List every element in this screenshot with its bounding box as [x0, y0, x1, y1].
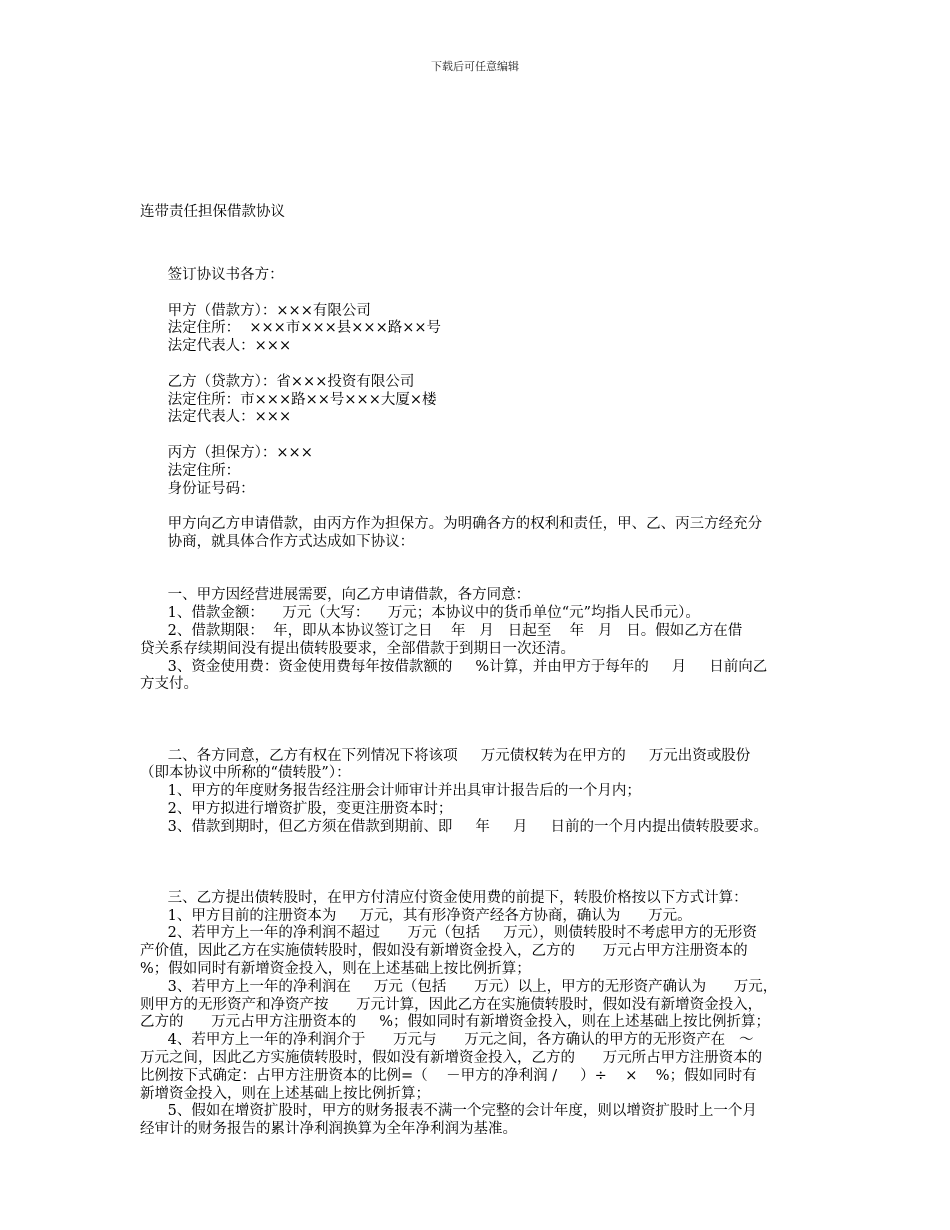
blank-line	[140, 570, 820, 588]
blank-line	[140, 552, 820, 570]
body-line: 法定代表人：×××	[140, 409, 292, 426]
blank-line	[140, 730, 820, 748]
body-line: 乙方（贷款方）：省×××投资有限公司	[140, 373, 415, 390]
body-line: 甲方向乙方申请借款，由丙方作为担保方。为明确各方的权利和责任，甲、乙、丙三方经充分	[140, 516, 763, 533]
body-line: 法定住所： ×××市×××县×××路××号	[140, 320, 442, 337]
body-line: 三、乙方提出债转股时，在甲方付清应付资金使用费的前提下，转股价格按以下方式计算：	[140, 889, 748, 906]
body-line: 法定住所：市×××路××号×××大厦×楼	[140, 391, 437, 408]
body-line: 签订协议书各方：	[140, 267, 284, 283]
blank-line	[140, 285, 820, 303]
body-line: 1、甲方的年度财务报告经注册会计师审计并出具审计报告后的一个月内；	[140, 783, 641, 800]
blank-line	[140, 694, 820, 712]
body-line: 一、甲方因经营进展需要，向乙方申请借款，各方同意：	[140, 587, 531, 604]
body-line: 2、若甲方上一年的净利润不超过 万元（包括 万元），则债转股时不考虑甲方的无形资	[140, 925, 757, 942]
blank-line	[140, 872, 820, 890]
body-line: 协商，就具体合作方式达成如下协议：	[140, 533, 415, 550]
body-line: 比例按下式确定：占甲方注册资本的比例=（ －甲方的净利润 / ）÷ × %；假如同时有	[140, 1067, 757, 1084]
body-line: %；假如同时有新增资金投入，则在上述基础上按比例折算；	[140, 961, 531, 978]
blank-line	[140, 498, 820, 516]
body-line: 新增资金投入，则在上述基础上按比例折算；	[140, 1085, 430, 1102]
body-line: 产价值，因此乙方在实施债转股时，假如没有新增资金投入，乙方的 万元占甲方注册资本的	[140, 943, 748, 960]
body-line: 二、各方同意，乙方有权在下列情况下将该项 万元债权转为在甲方的 万元出资或股份	[140, 747, 751, 764]
blank-line	[140, 712, 820, 730]
body-line: 身份证号码：	[140, 480, 255, 497]
blank-line	[140, 427, 820, 445]
body-line: 2、甲方拟进行增资扩股，变更注册资本时；	[140, 800, 453, 817]
body-line: 丙方（担保方）：×××	[140, 444, 313, 461]
body-line: 甲方（借款方）：×××有限公司	[140, 302, 371, 319]
body-line: 万元之间，因此乙方实施债转股时，假如没有新增资金投入，乙方的 万元所占甲方注册资本的	[140, 1050, 763, 1067]
body-line: 3、借款到期时，但乙方须在借款到期前、即 年 月 日前的一个月内提出债转股要求。	[140, 818, 769, 835]
body-line: 3、资金使用费：资金使用费每年按借款额的 %计算，并由甲方于每年的 月 日前向乙	[140, 658, 768, 675]
body-line: （即本协议中所称的“债转股”）：	[140, 765, 351, 782]
body-line: 2、借款期限： 年，即从本协议签订之日 年 月 日起至 年 月 日。假如乙方在借	[140, 622, 743, 639]
header-note: 下载后可任意编辑	[431, 60, 519, 73]
blank-line	[140, 356, 820, 374]
document-title: 连带责任担保借款协议	[140, 204, 285, 220]
body-line: 4、若甲方上一年的净利润介于 万元与 万元之间，各方确认的甲方的无形资产在 ～	[140, 1032, 754, 1049]
body-line: 5、假如在增资扩股时，甲方的财务报表不满一个完整的会计年度，则以增资扩股时上一个月	[140, 1103, 757, 1120]
blank-line	[140, 854, 820, 872]
body-line: 乙方的 万元占甲方注册资本的 %；假如同时有新增资金投入，则在上述基础上按比例折算；	[140, 1014, 770, 1031]
body-line: 3、若甲方上一年的净利润在 万元（包括 万元）以上，甲方的无形资产确认为 万元，	[140, 978, 778, 995]
body-line: 1、借款金额： 万元（大写： 万元；本协议中的货币单位“元”均指人民币元）。	[140, 605, 700, 622]
body-line: 方支付。	[140, 676, 198, 693]
document-body	[140, 267, 820, 1139]
body-line: 经审计的财务报告的累计净利润换算为全年净利润为基准。	[140, 1121, 517, 1138]
blank-line	[140, 837, 820, 855]
body-line: 1、甲方目前的注册资本为 万元，其有形净资产经各方协商，确认为 万元。	[140, 907, 692, 924]
body-line: 法定住所：	[140, 462, 241, 479]
body-line: 贷关系存续期间没有提出债转股要求，全部借款于到期日一次还清。	[140, 640, 575, 657]
body-line: 法定代表人：×××	[140, 338, 292, 355]
body-line: 则甲方的无形资产和净资产按 万元计算，因此乙方在实施债转股时，假如没有新增资金投入，	[140, 996, 763, 1013]
